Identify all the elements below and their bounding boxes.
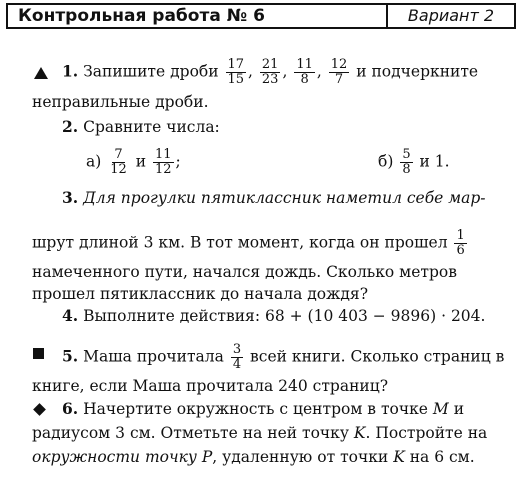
task-2-number: 2. <box>62 117 79 136</box>
fraction: $\frac{5}{8}$ <box>402 147 411 177</box>
task-2-option-b: б) $\frac{5}{8}$ и 1. <box>378 147 450 177</box>
fraction: $\frac{7}{12}$ <box>110 147 127 177</box>
task-4-number: 4. <box>62 306 79 325</box>
task-1-line-2: неправильные дроби. <box>32 93 209 111</box>
task-6-line-3: окружности точку P, удаленную от точки K на 6 см. <box>32 448 475 466</box>
fraction: $\frac{1}{6}$ <box>456 228 465 258</box>
task-3-number: 3. <box>62 188 79 207</box>
task-1-line-1: 1. Запишите дроби $\frac{17}{15}$ , $\frac{21}{23}$ , $\frac{11}{8}$ , $\frac{12}{7}$ и подчеркните <box>62 57 479 87</box>
fraction: $\frac{11}{12}$ <box>155 147 172 177</box>
task-3-line-3: намеченного пути, начался дождь. Сколько метров <box>32 263 457 281</box>
task-3-line-2: шрут длиной 3 км. В тот момент, когда он прошел $\frac{1}{6}$ <box>32 228 465 258</box>
task-1-tail: и подчеркните <box>356 62 479 81</box>
task-2-option-a: а) $\frac{7}{12}$ и $\frac{11}{12}$ ; <box>86 147 181 177</box>
fraction: $\frac{17}{15}$ <box>227 57 245 87</box>
task-5-number: 5. <box>62 346 79 366</box>
task-3-text: Для прогулки пятиклассник наметил себе мар- <box>83 189 486 207</box>
task-2-text: Сравните числа: <box>83 118 220 136</box>
task-3-line-1 <box>62 188 517 208</box>
task-6-line-2: радиусом 3 см. Отметьте на ней точку K. Постройте на <box>32 424 488 442</box>
task-3-line-4: прошел пятиклассник до начала дождя? <box>32 285 369 303</box>
header-box <box>6 3 516 29</box>
fraction: $\frac{11}{8}$ <box>296 57 313 87</box>
page-title: Контрольная работа № 6 <box>18 6 265 26</box>
task-6-number: 6. <box>62 399 79 418</box>
task-4-line <box>62 306 517 326</box>
task-6-line-1: 6. Начертите окружность с центром в точке M и <box>62 399 465 418</box>
task-1-number: 1. <box>62 61 79 81</box>
diamond-icon <box>35 405 44 414</box>
task-4-text: Выполните действия: 68 + (10 403 − 9896) · 204. <box>83 307 486 325</box>
task-2-line <box>62 117 517 137</box>
task-5-line-1: 5. Маша прочитала $\frac{3}{4}$ всей книги. Сколько страниц в <box>62 342 505 372</box>
triangle-icon <box>34 67 48 79</box>
variant-label: Вариант 2 <box>386 5 514 27</box>
fraction: $\frac{21}{23}$ <box>261 57 279 87</box>
fraction: $\frac{12}{7}$ <box>330 57 348 87</box>
square-icon <box>33 348 44 359</box>
task-5-line-2: книге, если Маша прочитала 240 страниц? <box>32 377 389 395</box>
task-1-lead: Запишите дроби <box>83 62 219 81</box>
fraction: $\frac{3}{4}$ <box>232 342 242 372</box>
